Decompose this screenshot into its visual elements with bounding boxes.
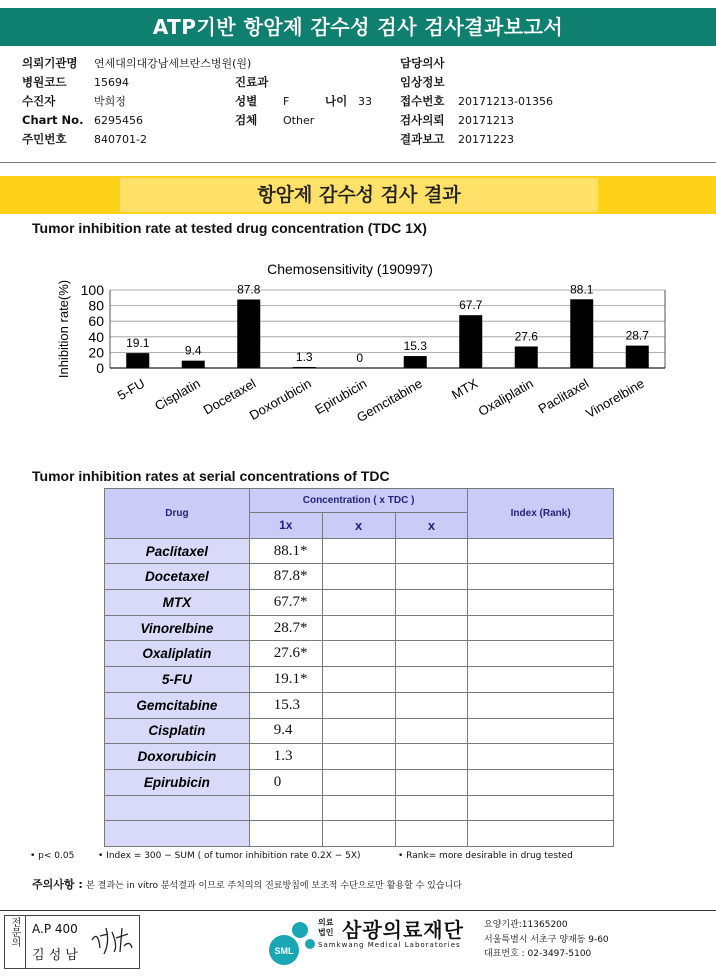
request-value: 20171213 bbox=[458, 114, 514, 127]
value-x-cell bbox=[322, 641, 395, 667]
x-tick-label: Paclitaxel bbox=[535, 375, 592, 417]
request-label: 검사의뢰 bbox=[400, 113, 445, 127]
receipt-label: 접수번호 bbox=[400, 94, 445, 108]
bar-value-label: 88.1 bbox=[570, 282, 594, 297]
y-tick-label: 100 bbox=[80, 282, 104, 298]
drug-cell: Docetaxel bbox=[105, 564, 250, 590]
value-x-cell bbox=[395, 795, 468, 821]
x-tick-label: Doxorubicin bbox=[246, 375, 314, 423]
legal-label: 의료 법인 bbox=[318, 918, 334, 937]
caution-label: 주의사항 : bbox=[32, 878, 83, 891]
bar-value-label: 0 bbox=[356, 351, 364, 365]
table-row bbox=[105, 769, 614, 795]
value-x-cell bbox=[395, 769, 468, 795]
value-x-cell bbox=[322, 538, 395, 564]
table-row bbox=[105, 590, 614, 616]
value-1x-cell: 87.8* bbox=[249, 564, 322, 590]
value-x-cell bbox=[395, 718, 468, 744]
bar-value-label: 27.6 bbox=[514, 329, 538, 344]
bar-value-label: 1.3 bbox=[295, 349, 313, 364]
index-rank-cell bbox=[468, 538, 614, 564]
value-x-cell bbox=[322, 564, 395, 590]
value-1x-cell bbox=[249, 821, 322, 847]
footnote-index: • Index = 300 − SUM ( of tumor inhibition rate 0.2X − 5X) bbox=[98, 851, 361, 861]
bar bbox=[404, 356, 427, 368]
hospital-code-value: 15694 bbox=[94, 76, 129, 89]
index-rank-cell bbox=[468, 795, 614, 821]
value-1x-cell: 1.3 bbox=[249, 744, 322, 770]
divider bbox=[0, 162, 716, 163]
specialist-name: 김 성 남 bbox=[32, 948, 78, 963]
value-x-cell bbox=[395, 667, 468, 693]
value-x-cell bbox=[395, 692, 468, 718]
value-1x-cell: 27.6* bbox=[249, 641, 322, 667]
lab-contact bbox=[484, 918, 609, 962]
bar bbox=[126, 353, 149, 368]
patient-info bbox=[22, 54, 702, 154]
report-date-value: 20171223 bbox=[458, 133, 514, 146]
index-rank-cell bbox=[468, 769, 614, 795]
section2-title: Tumor inhibition rates at serial concentrations of TDC bbox=[32, 468, 390, 484]
resident-no-value: 840701-2 bbox=[94, 133, 147, 146]
index-rank-cell bbox=[468, 641, 614, 667]
age-label: 나이 bbox=[325, 94, 348, 108]
value-x-cell bbox=[395, 615, 468, 641]
drug-cell bbox=[105, 821, 250, 847]
y-tick-label: 40 bbox=[88, 328, 104, 345]
x-tick-label: Docetaxel bbox=[200, 375, 259, 418]
report-date-label: 결과보고 bbox=[400, 132, 445, 146]
bar bbox=[515, 346, 538, 368]
index-rank-cell bbox=[468, 667, 614, 693]
section1-title: Tumor inhibition rate at tested drug concentration (TDC 1X) bbox=[32, 220, 427, 236]
bar-value-label: 87.8 bbox=[237, 282, 261, 297]
institution-value: 연세대의대강남세브란스병원(원) bbox=[94, 57, 252, 70]
drug-cell: Doxorubicin bbox=[105, 744, 250, 770]
bar-value-label: 19.1 bbox=[126, 336, 150, 351]
conc-header: Concentration ( x TDC ) bbox=[249, 489, 468, 513]
specialist-label: 전문의 bbox=[4, 915, 26, 969]
logo-text: SML bbox=[274, 946, 294, 956]
bar bbox=[570, 299, 593, 368]
sml-logo-icon bbox=[262, 916, 320, 968]
institution-code: 요양기관:11365200 bbox=[484, 920, 568, 930]
x-tick-label: Oxaliplatin bbox=[475, 375, 536, 419]
sex-label: 성별 bbox=[235, 94, 258, 108]
sex-value: F bbox=[283, 95, 290, 108]
drug-cell: Oxaliplatin bbox=[105, 641, 250, 667]
x-tick-label: Cisplatin bbox=[152, 375, 203, 414]
caution-text: 본 결과는 in vitro 분석결과 이므로 주치의의 진료방침에 보조적 수단으로만 활용할 수 있습니다 bbox=[86, 881, 462, 891]
bar bbox=[182, 361, 205, 368]
x-tick-label: 5-FU bbox=[114, 375, 148, 404]
age-value: 33 bbox=[358, 95, 372, 108]
value-x-cell bbox=[395, 744, 468, 770]
hospital-code-label: 병원코드 bbox=[22, 75, 67, 89]
table-row bbox=[105, 795, 614, 821]
value-1x-cell bbox=[249, 795, 322, 821]
index-rank-cell bbox=[468, 692, 614, 718]
chart-title: Chemosensitivity (190997) bbox=[267, 261, 433, 277]
index-rank-cell bbox=[468, 615, 614, 641]
index-rank-cell bbox=[468, 821, 614, 847]
index-rank-cell bbox=[468, 590, 614, 616]
index-rank-cell bbox=[468, 718, 614, 744]
bar bbox=[459, 315, 482, 368]
bar-value-label: 9.4 bbox=[184, 343, 202, 358]
index-header: Index (Rank) bbox=[468, 489, 614, 539]
handwritten-signature bbox=[88, 922, 136, 958]
value-1x-cell: 88.1* bbox=[249, 538, 322, 564]
license-no: A.P 400 bbox=[32, 922, 78, 936]
bar bbox=[237, 300, 260, 368]
lab-phone: 대표번호 : 02-3497-5100 bbox=[484, 949, 592, 959]
drug-header: Drug bbox=[105, 489, 250, 539]
drug-cell: Gemcitabine bbox=[105, 692, 250, 718]
report-title: ATP기반 항암제 감수성 검사 검사결과보고서 bbox=[0, 8, 716, 46]
value-1x-cell: 0 bbox=[249, 769, 322, 795]
drug-cell: Vinorelbine bbox=[105, 615, 250, 641]
table-row bbox=[105, 692, 614, 718]
value-1x-cell: 19.1* bbox=[249, 667, 322, 693]
result-banner: 항암제 감수성 검사 결과 bbox=[120, 178, 598, 212]
y-axis-label: Inhibition rate(%) bbox=[56, 279, 71, 379]
y-tick-label: 60 bbox=[88, 313, 104, 330]
drug-cell: Cisplatin bbox=[105, 718, 250, 744]
doctor-label: 담당의사 bbox=[400, 56, 445, 70]
value-x-cell bbox=[322, 744, 395, 770]
value-x-cell bbox=[395, 590, 468, 616]
value-x-cell bbox=[322, 769, 395, 795]
caution bbox=[32, 876, 462, 892]
bar bbox=[293, 367, 316, 368]
results-table bbox=[104, 488, 614, 847]
table-row bbox=[105, 718, 614, 744]
y-tick-label: 20 bbox=[88, 344, 104, 361]
specimen-value: Other bbox=[283, 114, 315, 127]
resident-no-label: 주민번호 bbox=[22, 132, 67, 146]
table-row bbox=[105, 538, 614, 564]
chart-no-value: 6295456 bbox=[94, 114, 143, 127]
bar-value-label: 67.7 bbox=[459, 298, 483, 313]
dept-label: 진료과 bbox=[235, 75, 269, 89]
y-tick-label: 0 bbox=[96, 360, 104, 376]
conc-col-header: x bbox=[395, 513, 468, 539]
clinical-label: 임상정보 bbox=[400, 75, 445, 89]
x-tick-label: MTX bbox=[448, 375, 481, 403]
x-tick-label: Gemcitabine bbox=[354, 375, 425, 426]
value-x-cell bbox=[322, 821, 395, 847]
specimen-label: 검체 bbox=[235, 113, 258, 127]
x-tick-label: Vinorelbine bbox=[583, 375, 647, 422]
table-row bbox=[105, 641, 614, 667]
lab-name-en: Samkwang Medical Laboratories bbox=[318, 941, 461, 949]
value-1x-cell: 28.7* bbox=[249, 615, 322, 641]
value-x-cell bbox=[395, 564, 468, 590]
value-x-cell bbox=[322, 795, 395, 821]
bar bbox=[626, 346, 649, 368]
table-row bbox=[105, 744, 614, 770]
footer-divider bbox=[0, 910, 716, 911]
table-row bbox=[105, 615, 614, 641]
drug-cell: Paclitaxel bbox=[105, 538, 250, 564]
value-x-cell bbox=[322, 692, 395, 718]
value-x-cell bbox=[322, 590, 395, 616]
institution-label: 의뢰기관명 bbox=[22, 56, 78, 70]
value-x-cell bbox=[395, 641, 468, 667]
value-x-cell bbox=[395, 821, 468, 847]
x-tick-label: Epirubicin bbox=[312, 375, 370, 418]
chemosensitivity-chart bbox=[40, 252, 700, 452]
bar-value-label: 28.7 bbox=[625, 328, 649, 343]
index-rank-cell bbox=[468, 564, 614, 590]
lab-name: 삼광의료재단 bbox=[342, 918, 464, 942]
drug-cell: 5-FU bbox=[105, 667, 250, 693]
footnote-rank: • Rank= more desirable in drug tested bbox=[398, 851, 573, 861]
conc-col-header: x bbox=[322, 513, 395, 539]
value-x-cell bbox=[322, 615, 395, 641]
conc-col-header: 1x bbox=[249, 513, 322, 539]
drug-cell: MTX bbox=[105, 590, 250, 616]
table-row bbox=[105, 821, 614, 847]
value-1x-cell: 67.7* bbox=[249, 590, 322, 616]
bar-value-label: 15.3 bbox=[403, 339, 427, 354]
drug-cell: Epirubicin bbox=[105, 769, 250, 795]
value-x-cell bbox=[322, 667, 395, 693]
receipt-value: 20171213-01356 bbox=[458, 95, 553, 108]
chart-no-label: Chart No. bbox=[22, 113, 84, 127]
patient-name-label: 수진자 bbox=[22, 94, 56, 108]
drug-cell bbox=[105, 795, 250, 821]
y-tick-label: 80 bbox=[88, 297, 104, 314]
value-x-cell bbox=[395, 538, 468, 564]
value-1x-cell: 9.4 bbox=[249, 718, 322, 744]
lab-address: 서울특별시 서초구 양재동 9-60 bbox=[484, 934, 609, 945]
footnote-p: • p< 0.05 bbox=[30, 851, 75, 861]
table-row bbox=[105, 667, 614, 693]
table-row bbox=[105, 564, 614, 590]
value-x-cell bbox=[322, 718, 395, 744]
index-rank-cell bbox=[468, 744, 614, 770]
value-1x-cell: 15.3 bbox=[249, 692, 322, 718]
patient-name-value: 박희정 bbox=[94, 95, 126, 108]
